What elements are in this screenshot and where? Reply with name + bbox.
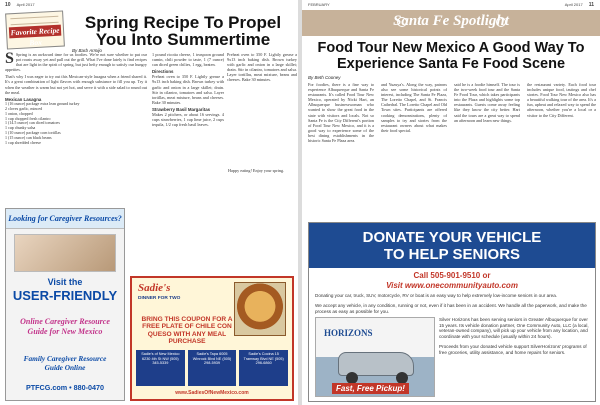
ingredients-heading: Mexican Lasagna [5,96,42,102]
caregiver-contact[interactable]: PTFCG.com • 880-0470 [25,383,105,392]
caregiver-photo [14,234,116,272]
recipe-box-logo [5,11,65,50]
ingredient-item: 1 onion, chopped [5,110,33,116]
fast-free-pickup-badge: Fast, Free Pickup! [332,383,409,394]
directions-text: Preheat oven to 350 F. Lightly grease a 9x13 inch baking dish. Brown turkey with garlic and onion in a large skillet; drain. Stir in cilantro, tomatoes and salsa. Layer tortillas, meat mixture, beans and cheeses. Bake 30 minutes. [152,74,224,105]
ingredient-item: 1 cup shredded cheese [5,140,41,146]
donate-website[interactable]: Visit www.onecommunityauto.com [386,281,518,290]
right-page-number: 11 [588,2,594,8]
food-tour-headline: Food Tour New Mexico A Good Way To Experience Santa Fe Food Scene [317,40,585,72]
ingredient-item: 1 (14.5 ounce) can diced tomatoes [5,120,60,126]
donate-headline-2: TO HELP SENIORS [383,246,521,263]
location-card: Sadie's Cocina 15 Tramway Blvd NE (505) 296-6860 [239,350,288,386]
article-byline: By Barb Armijo [72,48,102,53]
ingredients-list [5,102,147,146]
caregiver-resources-ad[interactable] [5,208,125,401]
food-tour-column-1: For foodies, there is a fine way to experience Albuquerque and Santa Fe restaurants. It's called Food Tour New Mexico, operated by Nicki Hart, an Albuquerque businesswoman who wanted to show the great food in the state with visitors and locals. Not so Santa Fe is the City Different's portion of Food Tour New Mexico, and it is a good way to experience some of the best dining establishments in the historic Santa Fe Plaza area. [308,82,374,144]
ingredient-item: 1 (16 ounce) package extra lean ground turkey [5,100,80,106]
donate-vehicle-ad[interactable] [308,222,596,402]
restaurant-logo: Sadie's [138,282,171,294]
intro-text: Spring is an awkward time for us foodies. We're not sure whether to put our pot roasts away yet and pull out the grill. What I've done lately is find recipes that are light in the spirit of spring, but just hefty enough to satisfy our hungry appetites. [5,52,147,73]
strawberry-text: Makes 2 pitchers, or about 16 servings. 4 cups strawberries, 1 cup lime juice, 2 cups tequila, 1/2 cup fresh basil leaves. [152,112,224,128]
family-line-1: Family Caregiver Resource [23,354,107,363]
food-tour-byline: By Beth Cooney [308,75,341,80]
caregiver-visit-text: Visit the [47,277,83,287]
ingredient-item: 1 cup chunky salsa [5,125,36,131]
right-folio-label-text: FEBRUARY [308,2,330,7]
restaurant-promo: BRING THIS COUPON FOR A FREE PLATE OF CHILE CON QUESO WITH ANY MEAL PURCHASE [141,316,233,346]
food-tour-column-2: and Yuzuya's. Along the way, patrons also see some historical points of interest, including The Santa Fe Plaza, The Loretto Chapel, and St. Francis Cathedral. The Loretto Chapel and Old Town sites. Participants are offered cooking demonstrations, plenty of samples to try and stories from the restaurant owners about what makes their food special. [381,82,447,133]
body-paragraph: That's why I was eager to try out this Mexican-style lasagna when a friend shared it. It's a great combination of light flavors with enough substance to fill you up. Try it when the weather is warm but not yet hot, and serve it with a side salad to round out the meal. [5,74,147,95]
left-page-number: 10 [5,2,11,8]
silver-horizons-logo: HORIZONS [324,328,373,338]
recipe-box-logo-text: Favorite Recipe Box [10,25,60,48]
location-card: Sadie's Tapa 6005 Winrock Blvd NE (505) 298-5939 [188,350,237,386]
column-2-text: 1 pound ricotta cheese, 1 teaspoon ground cumin, chili powder to taste, 1 (7 ounce) can diced green chilies, 1 egg, beaten. [152,52,224,68]
donate-side-paragraph-2: Proceeds from your donated vehicle support SilverHorizons' programs of free groceries, utility assistance, and home repairs for seniors. [439,343,587,355]
dropcap: S [5,50,14,67]
article-headline: Spring Recipe To Propel You Into Summertime [84,13,282,49]
ingredient-item: 2 cloves garlic, minced [5,105,43,111]
right-folio-date: April 2017 [564,2,583,7]
closing-text: Happy eating! Enjoy your spring. [228,168,285,173]
left-folio-date: April 2017 [16,2,35,7]
donate-phone[interactable]: Call 505-901-9510 or [413,271,491,280]
left-folio [5,2,35,8]
food-photo [234,282,286,336]
caregiver-brand: USER-FRIENDLY [12,288,118,303]
strawberry-heading: Strawberry Basil Margaritas [152,106,211,112]
column-3 [227,52,297,83]
recipe-card-lines [10,16,58,26]
article-columns [5,52,295,232]
spotlight-title: Santa Fe Spotlight [393,13,509,29]
food-tour-columns [308,82,596,220]
caregiver-ad-heading: Looking for Caregiver Resources? [6,209,124,229]
donate-side-paragraph-1: Silver Horizons has been serving seniors in Greater Albuquerque for over 15 years. Its vehicle donation partner, One Community Auto, LLC (a local, veteran-owned company), will pick up your vehicle from any location, and coordinate with your schedule (usually within 24 hours). [439,317,589,340]
caregiver-resource-line [6,317,124,336]
resource-line-2: Guide for New Mexico [27,326,103,336]
santa-fe-spotlight-banner [302,10,600,36]
column-3-text: Preheat oven to 350 F. Lightly grease a 9x13 inch baking dish. Brown turkey with garlic and onion in a large skillet; drain. Stir in cilantro, tomatoes and salsa. Layer tortillas, meat mixture, beans and cheeses. Bake 30 minutes. [227,52,297,83]
location-card: Sadie's of New Mexico 6230 4th St NW (505) 345-5339 [136,350,185,386]
right-page [302,0,600,405]
donate-side-text [439,317,591,355]
ingredient-item: 1 (15 ounce) can black beans [5,135,52,141]
restaurant-url[interactable]: www.SadiesOfNewMexico.com [175,390,249,396]
sadies-restaurant-ad[interactable] [130,276,294,401]
resource-line-1: Online Caregiver Resource [20,317,110,326]
food-tour-column-3: said he is a foodie himself. The tour is the two-week food tour and the Santa Fe Food Tour, which takes participants into the Plaza and highlights some top restaurants. Guests come away feeling like they know the city better. Hart said the tours are a great way to spend an afternoon and learn new things. [454,82,520,123]
right-folio-label [308,2,330,7]
intro-paragraph [5,52,147,72]
restaurant-locations [136,350,288,386]
column-1 [5,52,147,146]
left-page [0,0,298,405]
vehicle-photo [315,317,435,397]
ingredient-item: 1 cup chopped fresh cilantro [5,115,51,121]
directions-heading: Directions [152,69,174,75]
family-line-2: Guide Online [44,362,86,372]
restaurant-tagline: DINNER FOR TWO [138,296,181,301]
caregiver-family-line [6,355,124,372]
right-folio [565,2,594,8]
donate-paragraph-2: We accept any vehicle, in any condition, running or not, even if it has been in an accident. We handle all the paperwork, and make the process as easy as possible for you. [315,303,587,314]
ingredient-item: 1 (10 ounce) package corn tortillas [5,130,61,136]
food-tour-column-4: the restaurant variety. Each food tour includes unique food, tastings and chef stories. Food Tour New Mexico also has a beautiful walking tour of the area. It's a fun, upbeat and relaxed way to spend the afternoon, whether you're a local or a visitor to the City Different. [527,82,596,118]
donate-paragraph-1: Donating your car, truck, SUV, motorcycle, RV or boat is an easy way to help extremely low-income seniors in our area. [315,293,558,298]
donate-headline [309,223,595,268]
donate-headline-1: DONATE YOUR VEHICLE [362,229,542,246]
column-2 [152,52,224,127]
